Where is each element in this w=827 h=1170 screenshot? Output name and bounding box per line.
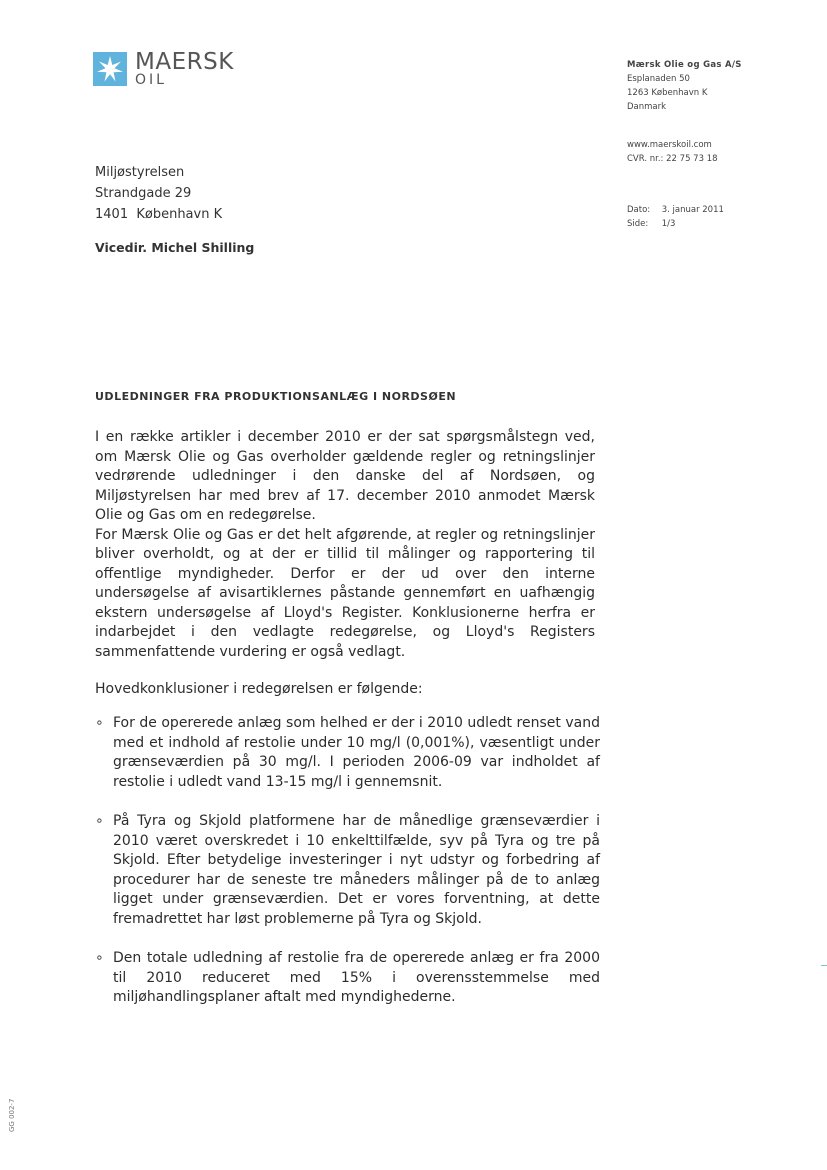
company-name: Mærsk Olie og Gas A/S [627, 60, 742, 70]
letter-heading: UDLEDNINGER FRA PRODUKTIONSANLÆG I NORDSØEN [95, 390, 457, 403]
edge-mark [821, 965, 827, 966]
date-block [627, 203, 724, 231]
list-item [95, 714, 600, 792]
address-line: Danmark [627, 102, 667, 112]
cvr-line [627, 152, 718, 166]
company-contact [627, 138, 718, 166]
recipient-line: 1401 København K [95, 207, 223, 222]
recipient-address [95, 162, 222, 225]
date-line [627, 203, 724, 217]
address-line: Esplanaden 50 [627, 74, 690, 84]
recipient-line: Strandgade 29 [95, 186, 192, 201]
website-link[interactable]: www.maerskoil.com [627, 140, 712, 150]
list-item-text: Den totale udledning af restolie fra de opererede anlæg er fra 2000 til 2010 reduceret med 15% i overensstemmelse med miljøhandlingsplaner aftalt med myndighederne. [113, 950, 600, 1005]
company-address [627, 58, 742, 114]
body-paragraph: I en række artikler i december 2010 er der sat spørgsmålstegn ved, om Mærsk Olie og Gas overholder gældende regler og retningslinjer vedrørende udledninger i den danske del af Nordsøen, og Miljøstyrelsen har med brev af 17. december 2010 anmodet Mærsk Olie og Gas om en redegørelse. For Mærsk Olie og Gas er det helt afgørende, at regler og retningslinjer bliver overholdt, og at der er tillid til målinger og rapportering til offentlige myndigheder. Derfor er der ud over den interne undersøgelse af avisartiklernes påstande gennemført en uafhængig ekstern undersøgelse af Lloyd's Register. Konklusionerne herfra er indarbejdet i den vedlagte redegørelse, og Lloyd's Registers sammenfattende vurdering er også vedlagt. [95, 429, 595, 660]
maersk-star-icon [93, 52, 127, 86]
bullet-icon: ∘ [95, 813, 104, 829]
body-paragraph: Hovedkonklusioner i redegørelsen er følgende: [95, 681, 423, 697]
logo-wordmark: MAERSK [135, 49, 234, 75]
date-label: Dato: [627, 205, 651, 215]
list-item [95, 812, 600, 929]
page-line [627, 217, 724, 231]
attention-line: Vicedir. Michel Shilling [95, 240, 255, 255]
date-value: 3. januar 2011 [661, 205, 724, 215]
form-code: GG 002-7 [8, 1098, 16, 1132]
list-item-text: For de opererede anlæg som helhed er der i 2010 udledt renset vand med et indhold af restolie under 10 mg/l (0,001%), væsentligt under grænseværdien på 30 mg/l. I perioden 2006-09 var indholdet af restolie i udledt vand 13-15 mg/l i gennemsnit. [113, 715, 600, 790]
bullet-icon: ∘ [95, 950, 104, 966]
list-item [95, 949, 600, 1008]
cvr-value: 22 75 73 18 [666, 154, 718, 164]
address-line: 1263 København K [627, 88, 708, 98]
conclusions-list [95, 714, 600, 1028]
page-label: Side: [627, 219, 649, 229]
page-value: 1/3 [661, 219, 676, 229]
recipient-line: Miljøstyrelsen [95, 165, 185, 180]
cvr-label: CVR. nr.: [627, 154, 664, 164]
logo-subtitle: OIL [135, 72, 167, 88]
bullet-icon: ∘ [95, 715, 104, 731]
list-item-text: På Tyra og Skjold platformene har de månedlige grænseværdier i 2010 været overskredet i 10 enkelttilfælde, syv på Tyra og tre på Skjold. Efter betydelige investeringer i nyt udstyr og forbedring af procedurer har de seneste tre måneders målinger på de to anlæg ligget under grænseværdien. Det er vores forventning, at dette fremadrettet har løst problemerne på Tyra og Skjold. [113, 813, 600, 927]
